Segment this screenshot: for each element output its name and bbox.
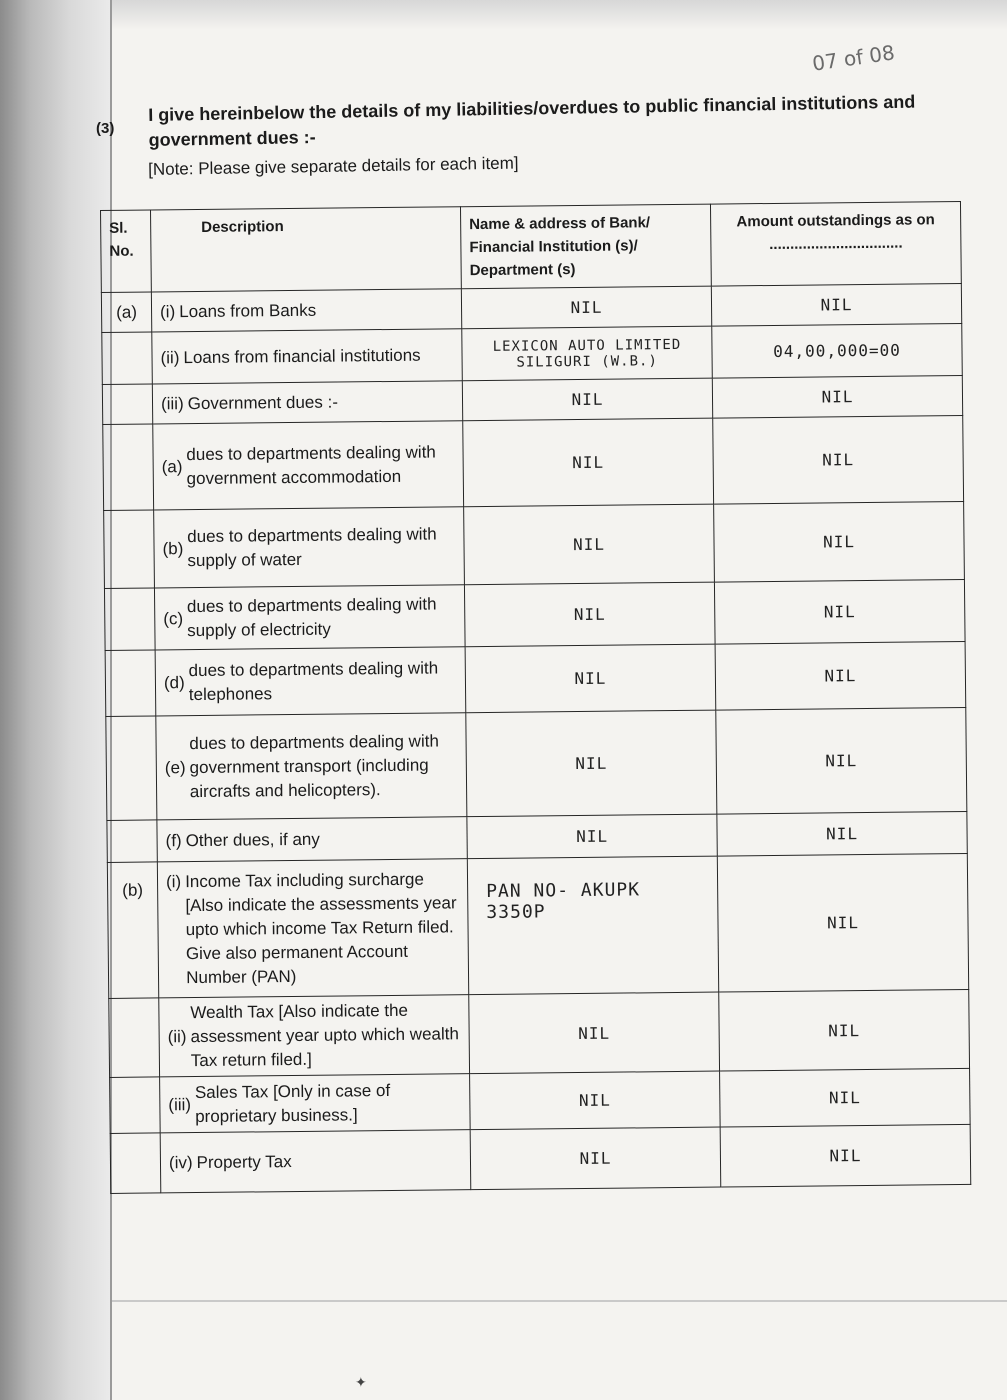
row-marker: (e) — [164, 757, 186, 777]
liabilities-table-wrap — [100, 201, 970, 1185]
row-bank: NIL — [462, 378, 712, 421]
row-sl — [110, 1077, 161, 1134]
row-bank: LEXICON AUTO LIMITED SILIGURI (W.B.) — [462, 326, 713, 381]
table-row — [106, 707, 967, 820]
row-description — [152, 329, 463, 384]
table-row — [109, 989, 970, 1077]
header-description: Description — [151, 207, 462, 292]
row-desc-text: Loans from financial institutions — [183, 345, 421, 367]
row-description — [157, 817, 467, 862]
row-amount: NIL — [714, 579, 965, 644]
row-desc-text: dues to departments dealing with government accommodation — [186, 441, 436, 488]
row-desc-text: dues to departments dealing with government transport (including aircrafts and helicopters). — [189, 730, 439, 801]
row-sl — [102, 384, 152, 425]
row-bank: PAN NO- AKUPK 3350P — [467, 856, 718, 995]
row-marker: (iii) — [160, 393, 184, 413]
row-bank: NIL — [464, 504, 715, 585]
row-marker: (f) — [165, 830, 182, 850]
row-desc-text: Other dues, if any — [185, 829, 320, 850]
row-amount: NIL — [719, 989, 970, 1071]
row-marker: (d) — [163, 672, 185, 692]
table-row — [107, 853, 968, 998]
row-sl — [104, 588, 155, 651]
row-marker: (i) — [165, 871, 182, 891]
row-amount: NIL — [714, 501, 965, 582]
row-desc-text: Property Tax — [196, 1151, 292, 1172]
row-sl — [104, 510, 155, 589]
header-amount: Amount outstandings as on ................................ — [710, 201, 961, 286]
row-marker: (i) — [159, 301, 176, 321]
row-description — [155, 647, 466, 716]
row-marker: (ii) — [167, 1027, 187, 1047]
row-description — [151, 289, 461, 332]
row-marker: (c) — [163, 608, 184, 628]
table-row — [104, 501, 965, 588]
row-marker: (iii) — [168, 1094, 192, 1114]
row-desc-text: Wealth Tax [Also indicate the assessment year upto which wealth Tax return filed.] — [190, 1000, 459, 1071]
row-description — [160, 1074, 471, 1133]
table-row — [110, 1068, 971, 1133]
row-desc-text: Sales Tax [Only in case of proprietary business.] — [194, 1080, 391, 1126]
row-sl — [102, 332, 153, 385]
section-heading: I give hereinbelow the details of my liabilities/overdues to public financial institutions and government dues :- — [148, 91, 916, 150]
row-amount: NIL — [717, 811, 967, 856]
row-bank: NIL — [461, 286, 711, 329]
row-sl — [109, 998, 160, 1078]
row-bank: NIL — [467, 814, 717, 859]
row-marker: (a) — [161, 456, 183, 476]
row-amount: NIL — [717, 853, 968, 992]
row-description — [159, 995, 470, 1077]
row-description — [153, 421, 464, 510]
row-desc-text: Income Tax including surcharge [Also indicate the assessments year upto which income Tax Return filed. Give also permanent Account Number (PAN) — [185, 869, 457, 987]
row-description — [154, 507, 465, 588]
table-row — [102, 323, 962, 384]
table-row — [103, 415, 964, 510]
row-sl — [107, 820, 157, 863]
row-bank: NIL — [466, 710, 717, 817]
row-description — [157, 859, 468, 998]
table-row — [110, 1124, 971, 1193]
row-desc-text: dues to departments dealing with supply of water — [187, 523, 437, 570]
row-sl — [110, 1133, 161, 1194]
page-number: 07 of 08 — [810, 40, 897, 76]
header-sl-no: Sl. No. — [101, 210, 152, 293]
scan-page-edge — [0, 0, 115, 1400]
row-amount: 04,00,000=00 — [712, 323, 963, 378]
table-row — [105, 641, 966, 716]
row-description — [154, 585, 465, 650]
liabilities-table — [100, 201, 971, 1194]
row-sl — [105, 650, 156, 717]
row-bank: NIL — [470, 1127, 721, 1190]
row-bank: NIL — [464, 582, 715, 647]
row-bank: NIL — [463, 418, 714, 507]
section-number: (3) — [96, 120, 115, 137]
row-bank: NIL — [470, 1071, 721, 1130]
row-desc-text: dues to departments dealing with supply of electricity — [186, 593, 437, 640]
row-bank: NIL — [465, 644, 716, 713]
row-desc-text: dues to departments dealing with telephones — [188, 657, 439, 704]
row-amount: NIL — [712, 375, 962, 418]
row-description — [156, 713, 467, 820]
row-sl — [103, 424, 154, 511]
row-amount: NIL — [720, 1068, 971, 1127]
row-marker: (ii) — [160, 347, 180, 367]
section-note: [Note: Please give separate details for each item] — [148, 153, 519, 179]
row-bank: NIL — [469, 992, 720, 1074]
row-amount: NIL — [713, 415, 964, 504]
row-amount: NIL — [716, 707, 967, 814]
row-sl: (a) — [101, 292, 151, 333]
header-bank: Name & address of Bank/ Financial Institution (s)/ Department (s) — [460, 204, 711, 289]
row-desc-text: Loans from Banks — [179, 300, 317, 321]
scan-top-shadow — [0, 0, 1007, 30]
row-amount: NIL — [720, 1124, 971, 1187]
row-marker: (b) — [162, 538, 184, 558]
row-description — [152, 381, 462, 424]
row-sl: (b) — [107, 862, 158, 999]
row-amount: NIL — [711, 283, 961, 326]
row-sl — [106, 716, 157, 821]
table-row — [104, 579, 965, 650]
row-description — [160, 1130, 471, 1193]
row-amount: NIL — [715, 641, 966, 710]
scan-fold-line — [112, 1300, 1007, 1302]
row-desc-text: Government dues :- — [187, 392, 339, 413]
row-marker: (iv) — [168, 1152, 193, 1172]
scan-speck: ✦ — [355, 1374, 367, 1390]
